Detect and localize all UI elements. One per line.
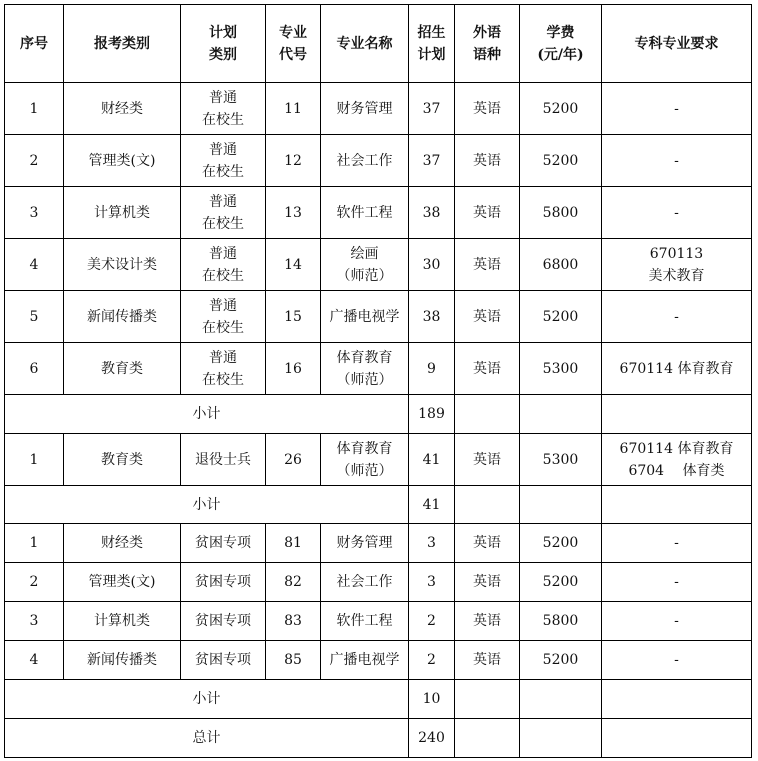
cell-requirement: -	[602, 291, 752, 343]
subtotal-row	[5, 680, 752, 719]
cell-requirement: -	[602, 524, 752, 563]
cell-plan-type: 退役士兵	[181, 434, 266, 486]
subtotal-value: 10	[409, 680, 455, 719]
cell-plan-type: 普通 在校生	[181, 187, 266, 239]
cell-major-name: 广播电视学	[321, 291, 409, 343]
cell-category: 教育类	[64, 434, 181, 486]
cell-requirement: -	[602, 83, 752, 135]
cell-tuition: 5200	[520, 563, 602, 602]
table-row	[5, 524, 752, 563]
cell-major-name: 社会工作	[321, 563, 409, 602]
empty-cell	[455, 395, 520, 434]
header-enroll-plan: 招生 计划	[409, 5, 455, 83]
cell-tuition: 5300	[520, 434, 602, 486]
empty-cell	[520, 680, 602, 719]
cell-category: 管理类(文)	[64, 563, 181, 602]
cell-enroll-count: 38	[409, 291, 455, 343]
cell-language: 英语	[455, 563, 520, 602]
cell-language: 英语	[455, 83, 520, 135]
cell-requirement: -	[602, 641, 752, 680]
table-row	[5, 135, 752, 187]
total-value: 240	[409, 719, 455, 758]
cell-major-name: 软件工程	[321, 187, 409, 239]
cell-major-code: 13	[266, 187, 321, 239]
cell-major-code: 12	[266, 135, 321, 187]
cell-major-code: 11	[266, 83, 321, 135]
cell-seq: 1	[5, 434, 64, 486]
cell-requirement: -	[602, 135, 752, 187]
subtotal-row	[5, 486, 752, 524]
subtotal-label: 小计	[5, 680, 409, 719]
cell-requirement: 670114 体育教育	[602, 343, 752, 395]
cell-language: 英语	[455, 239, 520, 291]
empty-cell	[520, 719, 602, 758]
table-row	[5, 83, 752, 135]
cell-tuition: 5200	[520, 135, 602, 187]
header-major-code: 专业 代号	[266, 5, 321, 83]
cell-major-name: 体育教育 （师范）	[321, 434, 409, 486]
subtotal-value: 189	[409, 395, 455, 434]
cell-major-code: 81	[266, 524, 321, 563]
cell-seq: 3	[5, 602, 64, 641]
cell-category: 财经类	[64, 83, 181, 135]
cell-major-name: 体育教育 （师范）	[321, 343, 409, 395]
cell-category: 教育类	[64, 343, 181, 395]
empty-cell	[455, 680, 520, 719]
cell-major-code: 82	[266, 563, 321, 602]
total-label: 总计	[5, 719, 409, 758]
header-category: 报考类别	[64, 5, 181, 83]
table-row	[5, 434, 752, 486]
subtotal-value: 41	[409, 486, 455, 524]
empty-cell	[602, 395, 752, 434]
cell-enroll-count: 3	[409, 563, 455, 602]
cell-major-name: 财务管理	[321, 524, 409, 563]
cell-language: 英语	[455, 187, 520, 239]
header-seq: 序号	[5, 5, 64, 83]
cell-plan-type: 贫困专项	[181, 524, 266, 563]
cell-plan-type: 贫困专项	[181, 563, 266, 602]
cell-major-code: 83	[266, 602, 321, 641]
cell-tuition: 5200	[520, 641, 602, 680]
empty-cell	[602, 486, 752, 524]
header-major-name: 专业名称	[321, 5, 409, 83]
cell-enroll-count: 2	[409, 602, 455, 641]
table-row	[5, 291, 752, 343]
table-row	[5, 602, 752, 641]
subtotal-row	[5, 395, 752, 434]
cell-major-code: 14	[266, 239, 321, 291]
cell-major-name: 财务管理	[321, 83, 409, 135]
header-plan-type: 计划 类别	[181, 5, 266, 83]
cell-major-code: 85	[266, 641, 321, 680]
cell-major-code: 15	[266, 291, 321, 343]
cell-seq: 2	[5, 135, 64, 187]
cell-language: 英语	[455, 291, 520, 343]
cell-category: 计算机类	[64, 602, 181, 641]
cell-enroll-count: 2	[409, 641, 455, 680]
cell-requirement: 670113 美术教育	[602, 239, 752, 291]
cell-seq: 5	[5, 291, 64, 343]
cell-enroll-count: 37	[409, 83, 455, 135]
cell-major-code: 16	[266, 343, 321, 395]
cell-enroll-count: 30	[409, 239, 455, 291]
cell-language: 英语	[455, 135, 520, 187]
cell-enroll-count: 9	[409, 343, 455, 395]
enrollment-plan-table	[4, 4, 752, 758]
cell-requirement: -	[602, 602, 752, 641]
cell-major-code: 26	[266, 434, 321, 486]
cell-enroll-count: 37	[409, 135, 455, 187]
cell-plan-type: 贫困专项	[181, 641, 266, 680]
cell-tuition: 5800	[520, 602, 602, 641]
cell-tuition: 5300	[520, 343, 602, 395]
cell-tuition: 5200	[520, 524, 602, 563]
empty-cell	[455, 719, 520, 758]
cell-plan-type: 普通 在校生	[181, 83, 266, 135]
cell-requirement: 670114 体育教育 6704 体育类	[602, 434, 752, 486]
cell-requirement: -	[602, 563, 752, 602]
cell-enroll-count: 41	[409, 434, 455, 486]
cell-plan-type: 普通 在校生	[181, 239, 266, 291]
cell-category: 计算机类	[64, 187, 181, 239]
cell-tuition: 6800	[520, 239, 602, 291]
table-body	[5, 83, 752, 758]
header-tuition: 学费 (元/年)	[520, 5, 602, 83]
empty-cell	[455, 486, 520, 524]
table-row	[5, 641, 752, 680]
cell-category: 新闻传播类	[64, 641, 181, 680]
cell-tuition: 5200	[520, 291, 602, 343]
cell-major-name: 社会工作	[321, 135, 409, 187]
subtotal-label: 小计	[5, 486, 409, 524]
empty-cell	[520, 395, 602, 434]
cell-seq: 4	[5, 641, 64, 680]
cell-plan-type: 普通 在校生	[181, 343, 266, 395]
cell-plan-type: 普通 在校生	[181, 135, 266, 187]
cell-language: 英语	[455, 434, 520, 486]
table-row	[5, 563, 752, 602]
cell-category: 财经类	[64, 524, 181, 563]
cell-enroll-count: 3	[409, 524, 455, 563]
table-row	[5, 187, 752, 239]
cell-enroll-count: 38	[409, 187, 455, 239]
cell-category: 美术设计类	[64, 239, 181, 291]
cell-language: 英语	[455, 602, 520, 641]
cell-seq: 4	[5, 239, 64, 291]
cell-major-name: 软件工程	[321, 602, 409, 641]
total-row	[5, 719, 752, 758]
cell-seq: 1	[5, 83, 64, 135]
empty-cell	[520, 486, 602, 524]
cell-requirement: -	[602, 187, 752, 239]
header-requirement: 专科专业要求	[602, 5, 752, 83]
cell-tuition: 5800	[520, 187, 602, 239]
empty-cell	[602, 680, 752, 719]
cell-category: 新闻传播类	[64, 291, 181, 343]
cell-seq: 1	[5, 524, 64, 563]
table-header-row	[5, 5, 752, 83]
cell-plan-type: 普通 在校生	[181, 291, 266, 343]
header-language: 外语 语种	[455, 5, 520, 83]
cell-major-name: 绘画 （师范）	[321, 239, 409, 291]
table-row	[5, 239, 752, 291]
cell-seq: 6	[5, 343, 64, 395]
cell-major-name: 广播电视学	[321, 641, 409, 680]
cell-language: 英语	[455, 641, 520, 680]
cell-tuition: 5200	[520, 83, 602, 135]
cell-plan-type: 贫困专项	[181, 602, 266, 641]
cell-seq: 2	[5, 563, 64, 602]
cell-category: 管理类(文)	[64, 135, 181, 187]
table-row	[5, 343, 752, 395]
subtotal-label: 小计	[5, 395, 409, 434]
cell-seq: 3	[5, 187, 64, 239]
cell-language: 英语	[455, 343, 520, 395]
cell-language: 英语	[455, 524, 520, 563]
empty-cell	[602, 719, 752, 758]
